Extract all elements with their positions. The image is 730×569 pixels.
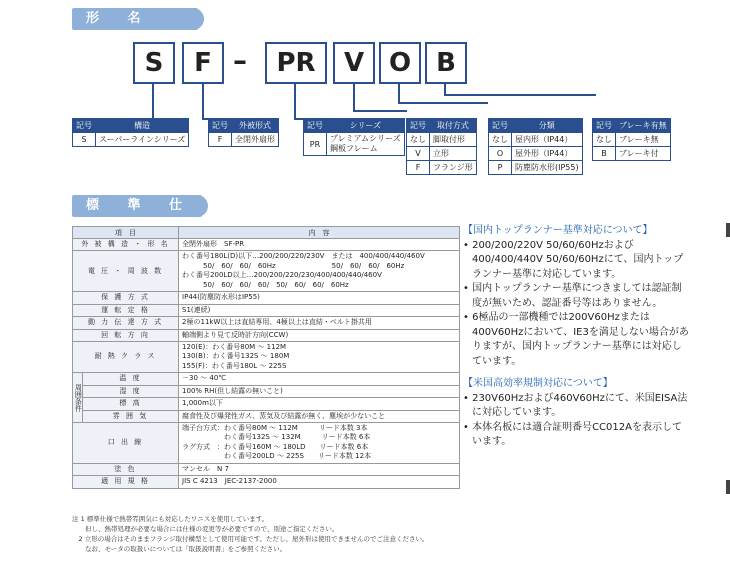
spec-value: 100% RH(但し結露の無いこと) <box>179 385 460 397</box>
spec-value: 1,000m以下 <box>179 398 460 410</box>
outer-code: F <box>209 133 232 147</box>
spec-row <box>73 239 460 251</box>
mount-code: V <box>407 147 430 161</box>
code-box-v: V <box>333 42 375 84</box>
category-desc: 防塵防水形(IP55) <box>512 161 583 175</box>
spec-group-label: 周囲条件 <box>73 373 83 423</box>
spec-label: 電 圧 ・ 周 波 数 <box>73 251 179 292</box>
mount-header: 取付方式 <box>430 119 477 133</box>
kigo-header: 記号 <box>304 119 327 133</box>
spec-value: 軸端側より見て反時計方向(CCW) <box>179 329 460 341</box>
spec-header-content: 内 容 <box>179 227 460 239</box>
connector-b <box>444 84 596 96</box>
mount-code: F <box>407 161 430 175</box>
spec-table <box>72 226 460 489</box>
note-item: • 230V60Hzおよび460V60Hzにて、米国EISA法に対応しています。 <box>463 392 688 418</box>
outer-header: 外被形式 <box>232 119 279 133</box>
top-runner-note <box>463 224 689 369</box>
spec-row <box>73 292 460 304</box>
brake-code: なし <box>593 133 616 147</box>
category-code: O <box>489 147 512 161</box>
kigo-header: 記号 <box>407 119 430 133</box>
outer-table <box>208 118 279 147</box>
section-banner-spec: 標 準 仕 <box>72 195 202 217</box>
spec-label: 運 転 定 格 <box>73 304 179 316</box>
spec-row <box>73 423 460 464</box>
spec-label: 回 転 方 向 <box>73 329 179 341</box>
outer-desc: 全閉外扇形 <box>232 133 279 147</box>
us-efficiency-heading: 【米国高効率規制対応について】 <box>463 378 613 389</box>
category-desc: 屋内形（IP44） <box>512 133 583 147</box>
kigo-header: 記号 <box>209 119 232 133</box>
brake-header: ブレーキ有無 <box>616 119 671 133</box>
code-box-o: O <box>379 42 421 84</box>
spec-label: 動 力 伝 達 方 式 <box>73 317 179 329</box>
spec-row <box>73 476 460 488</box>
spec-row <box>73 341 460 372</box>
spec-value: マンセル N 7 <box>179 463 460 475</box>
spec-value: JIS C 4213 JEC-2137-2000 <box>179 476 460 488</box>
note-text: 230V60Hzおよび460V60Hzにて、米国EISA法に対応しています。 <box>472 392 688 418</box>
note-text: 本体名板には適合証明番号CC012Aを表示しています。 <box>472 421 682 447</box>
spec-row <box>73 251 460 292</box>
spec-label: 温 度 <box>83 373 179 385</box>
mount-desc: 立形 <box>430 147 477 161</box>
note-item: • 本体名板には適合証明番号CC012Aを表示しています。 <box>463 421 682 447</box>
spec-value: 腐食性及び爆発性ガス、蒸気及び結露が無く、塵埃が少ないこと <box>179 410 460 422</box>
spec-header-item: 項 目 <box>73 227 179 239</box>
category-table <box>488 118 583 175</box>
brake-desc: ブレーキ無 <box>616 133 671 147</box>
spec-label: 雰 囲 気 <box>83 410 179 422</box>
footnote-line: なお、モータの取扱いについては「取扱説明書」をご参照ください。 <box>72 545 287 553</box>
spec-value: －30 ～ 40℃ <box>179 373 460 385</box>
connector-pr <box>294 84 310 120</box>
spec-label: 湿 度 <box>83 385 179 397</box>
category-code: P <box>489 161 512 175</box>
us-efficiency-note <box>463 377 689 450</box>
note-text: 6極品の一部機種では200V60Hzまたは400V60Hzにおいて、IE3を満足しない場合がありますが、国内トップランナー基準には対応しています。 <box>472 312 689 367</box>
page-edge-marker <box>726 480 730 494</box>
series-desc: プレミアムシリーズ 鋼板フレーム <box>327 133 405 156</box>
category-header: 分類 <box>512 119 583 133</box>
spec-label: 塗 色 <box>73 463 179 475</box>
footnotes <box>72 514 472 554</box>
structure-code: S <box>73 133 96 147</box>
footnote-line: 但し、熱帯処理が必要な場合には仕様の変更等が必要ですので、別途ご指定ください。 <box>72 525 339 533</box>
brake-code: B <box>593 147 616 161</box>
structure-table <box>72 118 189 147</box>
spec-label: 外 被 構 造 ・ 形 名 <box>73 239 179 251</box>
category-code: なし <box>489 133 512 147</box>
spec-row <box>73 398 460 410</box>
code-box-b: B <box>425 42 467 84</box>
spec-label: 耐 熱 ク ラ ス <box>73 341 179 372</box>
kigo-header: 記号 <box>489 119 512 133</box>
mount-desc: 脚取付形 <box>430 133 477 147</box>
note-text: 200/200/220V 50/60/60Hzおよび400/400/440V 50/60/60Hzにて、国内トップランナー基準に対応しています。 <box>472 239 684 280</box>
spec-label: 口 出 線 <box>73 423 179 464</box>
spec-label: 適 用 規 格 <box>73 476 179 488</box>
spec-value: 2極の11kW以上は直結専用、4極以上は直結・ベルト掛共用 <box>179 317 460 329</box>
note-item: • 6極品の一部機種では200V60Hzまたは400V60Hzにおいて、IE3を満足しない場合がありますが、国内トップランナー基準には対応しています。 <box>463 312 689 367</box>
spec-row <box>73 304 460 316</box>
series-header: シリーズ <box>327 119 405 133</box>
spec-row <box>73 317 460 329</box>
spec-value: 120(E)：わく番号80M ～ 112M 130(B)：わく番号132S ～ 180M 155(F)：わく番号180L ～ 225S <box>179 341 460 372</box>
connector-s <box>152 84 162 120</box>
category-desc: 屋外形（IP44） <box>512 147 583 161</box>
kigo-header: 記号 <box>73 119 96 133</box>
footnote-line: 注 1 標準仕様で熱帯雰囲気にも対応したワニスを使用しています。 <box>72 515 269 523</box>
code-box-s: S <box>133 42 175 84</box>
spec-row <box>73 373 460 385</box>
code-box-pr: PR <box>265 42 327 84</box>
spec-label: 標 高 <box>83 398 179 410</box>
series-table <box>303 118 405 156</box>
mount-code: なし <box>407 133 430 147</box>
structure-header: 構造 <box>96 119 189 133</box>
series-code: PR <box>304 133 327 156</box>
spec-row <box>73 463 460 475</box>
brake-table <box>592 118 671 161</box>
top-runner-heading: 【国内トップランナー基準対応について】 <box>463 225 653 236</box>
structure-desc: スーパーラインシリーズ <box>96 133 189 147</box>
spec-value: IP44(防塵防水形はIP55) <box>179 292 460 304</box>
footnote-line: 2 立形の場合はそのままフランジ取付構型として使用可能です。ただし、屋外形は使用できませんのでご注意ください。 <box>72 535 429 543</box>
code-box-f: F <box>182 42 224 84</box>
spec-label: 保 護 方 式 <box>73 292 179 304</box>
note-text: 国内トップランナー基準につきましては認証制度が無いため、認証番号等はありません。 <box>472 283 682 309</box>
note-item: • 200/200/220V 50/60/60Hzおよび400/400/440V 50/60/60Hzにて、国内トップランナー基準に対応しています。 <box>463 239 684 280</box>
kigo-header: 記号 <box>593 119 616 133</box>
spec-row <box>73 410 460 422</box>
spec-value: 端子台方式：わく番号80M ～ 112M リード本数 3本 わく番号132S ～ 132M リード本数 6本 ラグ方式 ：わく番号160M ～ 180LD リード本数 6本 わく番号200LD ～ 225S リード本数 12本 <box>179 423 460 464</box>
brake-desc: ブレーキ付 <box>616 147 671 161</box>
spec-value: わく番号180L(D)以下…200/200/220/230V または 400/400/440/460V 50/ 60/ 60/ 60Hz 50/ 60/ 60/ 60Hz わく番号200LD以上…200/200/220/230/400/400/440/460V 50/ 60/ 60/ 60/ 50/ 60/ 60/ 60Hz <box>179 251 460 292</box>
code-dash: – <box>233 44 247 77</box>
mount-desc: フランジ形 <box>430 161 477 175</box>
mount-table <box>406 118 477 175</box>
page-edge-marker <box>726 223 730 237</box>
spec-value: S1(連続) <box>179 304 460 316</box>
spec-row <box>73 329 460 341</box>
spec-row <box>73 385 460 397</box>
spec-value: 全閉外扇形 SF-PR <box>179 239 460 251</box>
section-banner-model: 形 名 <box>72 8 198 30</box>
note-item: • 国内トップランナー基準につきましては認証制度が無いため、認証番号等はありません。 <box>463 283 682 309</box>
connector-f <box>202 84 214 120</box>
